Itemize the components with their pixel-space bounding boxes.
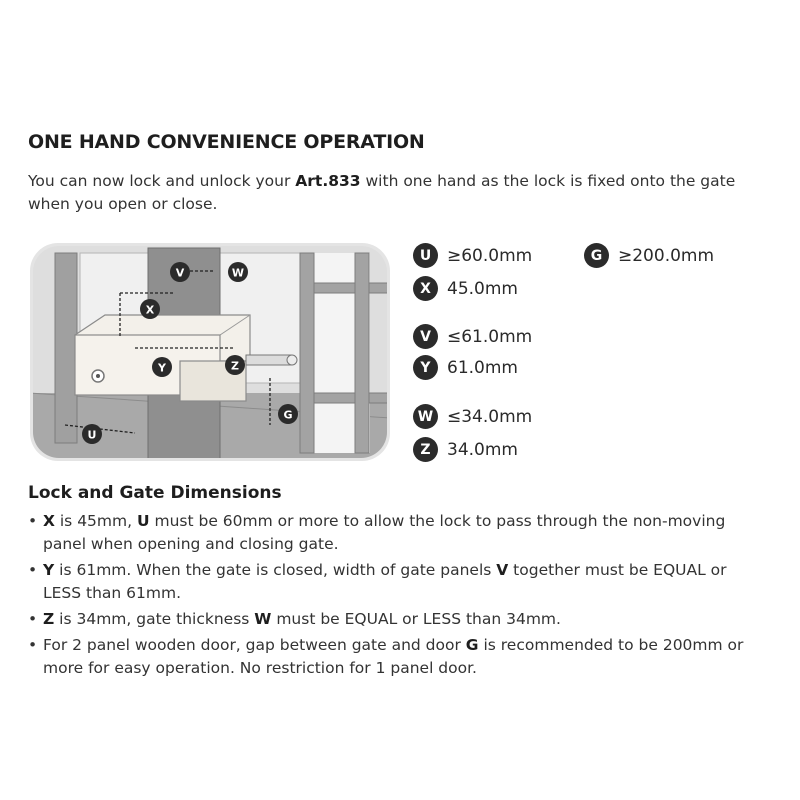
svg-text:Y: Y bbox=[158, 361, 166, 375]
list-item bbox=[28, 608, 748, 631]
spec-w bbox=[413, 404, 532, 429]
list-item bbox=[28, 510, 748, 556]
callout-u bbox=[82, 424, 102, 444]
spec-value-v: ≤61.0mm bbox=[447, 326, 533, 347]
spec-value-z: 34.0mm bbox=[447, 439, 518, 460]
bullet-dot: • bbox=[28, 512, 38, 530]
dimension-letter: V bbox=[496, 561, 509, 579]
badge-z: Z bbox=[413, 437, 438, 462]
spec-y bbox=[413, 355, 518, 380]
badge-w: W bbox=[413, 404, 438, 429]
note-text: must be 60mm or more to allow the lock to pass through the non-moving panel when opening and closing gate. bbox=[43, 512, 726, 553]
lock-installation-diagram bbox=[30, 243, 390, 461]
note-text: together must be EQUAL or LESS than 61mm. bbox=[43, 561, 727, 602]
svg-text:U: U bbox=[87, 428, 97, 442]
dimension-letter: Z bbox=[43, 610, 55, 628]
page-title: ONE HAND CONVENIENCE OPERATION bbox=[28, 131, 425, 153]
svg-text:Z: Z bbox=[231, 359, 239, 373]
svg-text:V: V bbox=[175, 266, 185, 280]
left-post bbox=[55, 253, 77, 443]
spec-z bbox=[413, 437, 518, 462]
callout-g bbox=[278, 404, 298, 424]
spec-value-g: ≥200.0mm bbox=[618, 245, 715, 266]
dimension-letter: G bbox=[465, 636, 479, 654]
badge-y: Y bbox=[413, 355, 438, 380]
badge-x: X bbox=[413, 276, 438, 301]
intro-text-start: You can now lock and unlock your bbox=[28, 172, 296, 190]
badge-u: U bbox=[413, 243, 438, 268]
badge-v: V bbox=[413, 324, 438, 349]
dimension-notes-list bbox=[28, 510, 748, 683]
dimension-letter: X bbox=[43, 512, 55, 530]
svg-text:G: G bbox=[283, 408, 293, 422]
lock-bolt bbox=[246, 355, 292, 365]
list-item bbox=[28, 634, 748, 680]
spec-u bbox=[413, 243, 532, 268]
callout-z bbox=[225, 355, 245, 375]
dimension-letter: Y bbox=[43, 561, 55, 579]
spec-v bbox=[413, 324, 532, 349]
callout-x bbox=[140, 299, 160, 319]
svg-text:W: W bbox=[231, 266, 245, 280]
note-text: is 61mm. When the gate is closed, width of gate panels bbox=[54, 561, 497, 579]
note-text: must be EQUAL or LESS than 34mm. bbox=[271, 610, 561, 628]
intro-text-end: with one hand as the lock is fixed onto the gate when you open or close. bbox=[28, 172, 736, 213]
product-name: Art.833 bbox=[295, 172, 361, 190]
callout-v bbox=[170, 262, 190, 282]
callout-w bbox=[228, 262, 248, 282]
spec-value-w: ≤34.0mm bbox=[447, 406, 533, 427]
badge-g: G bbox=[584, 243, 609, 268]
note-text: is 34mm, gate thickness bbox=[54, 610, 255, 628]
list-item bbox=[28, 559, 748, 605]
spec-value-x: 45.0mm bbox=[447, 278, 518, 299]
intro-paragraph bbox=[28, 170, 768, 216]
note-text: For 2 panel wooden door, gap between gate and door bbox=[43, 636, 466, 654]
callout-y bbox=[152, 357, 172, 377]
section-title: Lock and Gate Dimensions bbox=[28, 483, 282, 503]
spec-value-y: 61.0mm bbox=[447, 357, 518, 378]
bullet-dot: • bbox=[28, 610, 38, 628]
bullet-dot: • bbox=[28, 636, 38, 654]
spec-value-u: ≥60.0mm bbox=[447, 245, 533, 266]
dimension-letter: W bbox=[254, 610, 272, 628]
dimension-letter: U bbox=[136, 512, 150, 530]
note-text: is 45mm, bbox=[54, 512, 137, 530]
spec-x bbox=[413, 276, 518, 301]
bullet-dot: • bbox=[28, 561, 38, 579]
note-text: is recommended to be 200mm or more for easy operation. No restriction for 1 panel door. bbox=[43, 636, 744, 677]
spec-g bbox=[584, 243, 714, 268]
svg-text:X: X bbox=[145, 303, 155, 317]
